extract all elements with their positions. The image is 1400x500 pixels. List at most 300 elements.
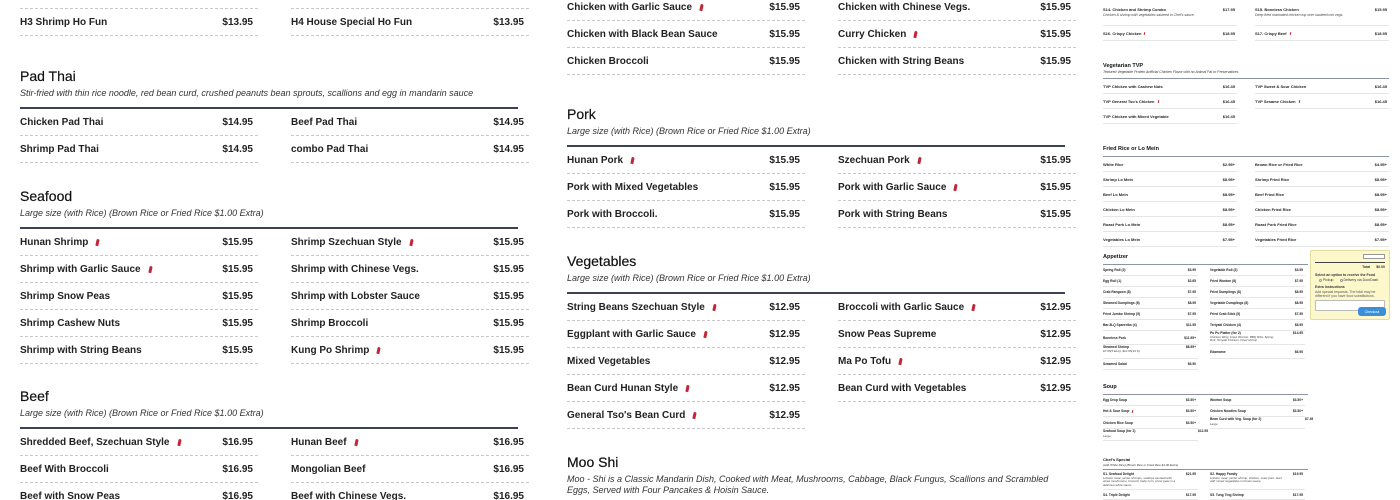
item-name	[1103, 31, 1145, 36]
pickup-label: Pickup	[1323, 278, 1334, 282]
item-description: Large	[1210, 422, 1218, 426]
menu-item[interactable]	[20, 9, 258, 36]
item-price: $3.50+	[1185, 420, 1196, 425]
item-price: $8.95+	[1374, 221, 1387, 227]
item-name	[567, 302, 716, 313]
menu-item[interactable]	[20, 456, 258, 483]
item-price: $12.95	[1040, 382, 1071, 394]
item-name: Egg Roll (1)	[1103, 279, 1122, 283]
item-name: TVP Sweet & Sour Chicken	[1255, 83, 1307, 89]
menu-grid	[20, 429, 524, 500]
menu-item[interactable]	[20, 229, 258, 256]
item-name: Egg Drop Soup	[1103, 398, 1127, 402]
item-price: $15.95	[493, 236, 524, 248]
menu-item[interactable]	[291, 310, 529, 337]
menu-item[interactable]	[1210, 395, 1305, 406]
item-name	[20, 237, 99, 248]
item-name-text: S16. Crispy Chicken	[1103, 30, 1142, 36]
item-price: $8.95	[1294, 301, 1303, 305]
item-name: Seaweed Salad	[1103, 362, 1127, 366]
menu-item[interactable]	[1103, 320, 1198, 331]
section-title: Pad Thai	[20, 68, 76, 84]
item-price: $16.45	[1222, 113, 1235, 119]
item-name: Pu Pu Platter (for 2)	[1210, 331, 1241, 335]
item-price: $15.95	[493, 344, 524, 356]
section-description: (with White Rice) (Brown Rice or Fried Rice $1.00 Extra)	[1103, 463, 1179, 467]
item-price: $15.95	[1040, 154, 1071, 166]
section-vegetables	[567, 253, 1071, 429]
menu-item[interactable]	[1103, 276, 1198, 287]
menu-item[interactable]	[20, 0, 258, 9]
spicy-pepper-icon	[954, 183, 958, 190]
item-price: $12.95	[1040, 301, 1071, 313]
menu-item[interactable]	[291, 256, 529, 283]
item-name-wrap	[1103, 345, 1173, 353]
item-price: $16.95	[493, 490, 524, 500]
menu-item[interactable]	[838, 348, 1076, 375]
menu-item[interactable]	[1255, 157, 1389, 172]
extra-instructions-note: Add special requests. The total may be different if you have food substitutions.	[1315, 290, 1376, 298]
item-price: $17.95	[1292, 492, 1303, 497]
section-fried-rice-lo-mein	[1103, 146, 1389, 247]
menu-item[interactable]	[20, 256, 258, 283]
item-price: $14.95	[1292, 331, 1303, 335]
menu-item[interactable]	[1210, 265, 1305, 276]
menu-item[interactable]	[1103, 345, 1198, 359]
item-name-text: Szechuan Pork	[838, 154, 910, 166]
menu-grid	[20, 109, 524, 163]
menu-item[interactable]	[291, 283, 529, 310]
item-name: H3 Shrimp Ho Fun	[20, 16, 108, 28]
item-name-text: Curry Chicken	[838, 28, 907, 40]
section-description: Large size (with Rice) (Brown Rice or Fried Rice $1.00 Extra)	[567, 273, 811, 283]
item-name: Pork with Broccoli.	[567, 208, 658, 220]
item-name: Pork with String Beans	[838, 208, 948, 220]
item-price: $15.95	[222, 263, 253, 275]
menu-item[interactable]	[838, 174, 1076, 201]
item-price: $6.95	[1294, 349, 1303, 354]
item-price: $16.45	[1374, 98, 1387, 104]
item-price: $13.95	[493, 16, 524, 28]
item-name	[1255, 99, 1300, 104]
item-name	[20, 264, 152, 275]
menu-item[interactable]	[291, 0, 529, 9]
item-name-text: TVP General Tso's Chicken	[1103, 98, 1155, 104]
item-description: Lobster meat, jumbo shrimps, scallops sauteed with straw mushrooms, broccoli, baby corn, snow peas in a delicious white sauce.	[1103, 476, 1176, 487]
menu-item[interactable]	[1255, 79, 1389, 94]
menu-item[interactable]	[20, 429, 258, 456]
item-price: $15.95	[1040, 1, 1071, 13]
item-price: $16.95	[222, 490, 253, 500]
item-price: $15.95	[222, 317, 253, 329]
item-name	[291, 437, 358, 448]
item-name-text: String Beans Szechuan Style	[567, 301, 705, 313]
item-description: Chicken Wing, Fried Wonton, BBQ Ribs, Spring Roll, Teriyaki Chicken, Fried shrimp	[1210, 335, 1274, 343]
item-name: H4 House Special Ho Fun	[291, 16, 413, 28]
menu-item[interactable]	[1255, 232, 1389, 247]
menu-item[interactable]	[1255, 172, 1389, 187]
item-price: $12.95	[769, 355, 800, 367]
menu-item[interactable]	[1210, 287, 1305, 298]
item-name-text: Shredded Beef, Szechuan Style	[20, 436, 170, 448]
menu-item[interactable]	[291, 483, 529, 500]
item-price: $14.95	[493, 143, 524, 155]
menu-item[interactable]	[838, 0, 1076, 21]
item-price: $16.95	[222, 436, 253, 448]
item-price: $8.95+	[1222, 221, 1235, 227]
item-name: Shrimp Cashew Nuts	[20, 317, 121, 329]
item-price: $3.50+	[1292, 409, 1303, 413]
item-price: $7.95	[1187, 290, 1196, 294]
menu-item[interactable]	[1103, 298, 1198, 309]
item-price: $3.95	[1187, 268, 1196, 272]
menu-item[interactable]	[20, 483, 258, 500]
menu-item[interactable]	[567, 375, 805, 402]
menu-item[interactable]	[20, 337, 258, 364]
item-name-text: Shrimp Szechuan Style	[291, 236, 402, 248]
item-name: Fried Jumbo Shrimp (5)	[1103, 312, 1141, 316]
item-name: Bean Curd with Vegetables	[838, 382, 967, 394]
menu-item[interactable]	[1210, 276, 1305, 287]
item-price: $17.95	[1222, 7, 1235, 12]
menu-item[interactable]	[567, 0, 805, 21]
spicy-pepper-icon	[96, 238, 100, 245]
item-price: $15.95	[1374, 7, 1387, 12]
spicy-pepper-icon	[685, 384, 689, 391]
section-appetizer	[1103, 254, 1308, 370]
menu-item[interactable]	[567, 147, 805, 174]
spicy-pepper-icon	[917, 156, 921, 163]
menu-item[interactable]	[291, 9, 529, 36]
section-seafood	[20, 188, 524, 364]
item-price: $16.45	[1222, 83, 1235, 89]
menu-item[interactable]	[838, 294, 1076, 321]
item-name	[567, 2, 703, 13]
menu-item[interactable]	[1103, 395, 1198, 406]
menu-grid	[567, 294, 1071, 429]
spicy-pepper-icon	[1289, 31, 1291, 34]
menu-item[interactable]	[567, 174, 805, 201]
spicy-pepper-icon	[703, 330, 707, 337]
item-description: Chicken & shrimp with vegetables sauteed in Chef's sauce.	[1103, 13, 1195, 17]
menu-item[interactable]	[838, 48, 1076, 75]
item-name	[291, 237, 413, 248]
item-name: Chicken Noodles Soup	[1210, 409, 1246, 413]
item-name-wrap	[1103, 472, 1178, 487]
section-description: Large size (with Rice) (Brown Rice or Fried Rice $1.00 Extra)	[20, 208, 264, 218]
item-name: Bar-B-Q Spareribs (4)	[1103, 323, 1137, 327]
section-pork	[567, 106, 1071, 228]
menu-item[interactable]	[1103, 157, 1237, 172]
item-price: $16.45	[1222, 98, 1235, 104]
item-price: $15.95	[1040, 181, 1071, 193]
item-price: $19.95	[1292, 472, 1303, 476]
item-name: Wonton Soup	[1210, 398, 1232, 402]
spicy-pepper-icon	[898, 357, 902, 364]
item-price: $15.95	[493, 317, 524, 329]
menu-item[interactable]	[291, 429, 529, 456]
spicy-pepper-icon	[712, 303, 716, 310]
item-name-text: Hunan Pork	[567, 154, 624, 166]
item-name: Edamame	[1210, 349, 1226, 354]
item-price: $8.95+	[1222, 206, 1235, 212]
item-name: White Rice	[1103, 161, 1124, 167]
item-description: Deep fried marinated chicken top over sauteed mix vegs.	[1255, 13, 1344, 17]
menu-item[interactable]	[1255, 94, 1389, 109]
item-name	[291, 345, 380, 356]
item-name: Roast Pork Lo Mein	[1103, 221, 1141, 227]
menu-item[interactable]	[1255, 4, 1389, 26]
item-name-wrap	[1255, 7, 1350, 17]
spicy-pepper-icon	[409, 238, 413, 245]
menu-item[interactable]	[1210, 417, 1314, 429]
menu-item[interactable]	[1103, 232, 1237, 247]
item-price: $15.95	[769, 55, 800, 67]
item-description: Lobster meat, jumbo shrimp, chicken, roast pork, beef with mixed vegetables in brown sauce.	[1210, 476, 1282, 484]
spicy-pepper-icon	[971, 303, 975, 310]
item-name: Spring Roll (2)	[1103, 268, 1126, 272]
menu-item[interactable]	[1210, 309, 1305, 320]
menu-item[interactable]	[1103, 287, 1198, 298]
menu-item[interactable]	[1103, 94, 1237, 109]
menu-item[interactable]	[838, 201, 1076, 228]
item-name: Chicken with Black Bean Sauce	[567, 28, 718, 40]
item-price: $15.95	[769, 1, 800, 13]
section-pad-thai	[20, 68, 524, 163]
radio-icon	[1340, 279, 1343, 282]
cart-panel	[1310, 250, 1390, 320]
menu-item[interactable]	[1255, 217, 1389, 232]
item-name: Shrimp Snow Peas	[20, 290, 111, 302]
menu-item[interactable]	[20, 136, 258, 163]
menu-item[interactable]	[1255, 26, 1389, 41]
menu-item[interactable]	[567, 48, 805, 75]
menu-item[interactable]	[1210, 320, 1305, 331]
item-name: Chicken Lo Mein	[1103, 206, 1135, 212]
item-name: Vegetable Dumplings (8)	[1210, 301, 1249, 305]
item-name-text: Eggplant with Garlic Sauce	[567, 328, 696, 340]
item-price: $4.95+	[1374, 161, 1387, 167]
menu-item[interactable]	[1210, 406, 1305, 417]
item-price: $12.95	[769, 301, 800, 313]
item-name: S14. Chicken and Shrimp Combo	[1103, 7, 1166, 12]
menu-item[interactable]	[567, 348, 805, 375]
menu-item[interactable]	[567, 21, 805, 48]
menu-grid	[1103, 4, 1389, 41]
menu-item[interactable]	[1103, 265, 1198, 276]
spicy-pepper-icon	[1157, 99, 1159, 102]
menu-item[interactable]	[838, 147, 1076, 174]
menu-item[interactable]	[838, 21, 1076, 48]
radio-icon	[1319, 279, 1322, 282]
menu-item[interactable]	[20, 310, 258, 337]
item-name: Shrimp Pad Thai	[20, 143, 99, 155]
menu-item[interactable]	[1103, 429, 1209, 441]
menu-item[interactable]	[1103, 109, 1237, 124]
menu-item[interactable]	[567, 402, 805, 429]
item-name-text: Pork with Garlic Sauce	[838, 181, 947, 193]
menu-item[interactable]	[20, 283, 258, 310]
section-description: Moo - Shi is a Classic Mandarin Dish, Cooked with Meat, Mushrooms, Cabbage, Black Fungus, Scallions and Scrambled Eggs, Served with Four Pancakes & Hoisin Sauce.	[567, 474, 1049, 495]
menu-item[interactable]	[567, 294, 805, 321]
item-price: $15.95	[1040, 28, 1071, 40]
menu-item[interactable]	[838, 375, 1076, 402]
item-price: $2.65	[1187, 279, 1196, 283]
item-name: Shrimp with Chinese Vegs.	[291, 263, 419, 275]
item-name	[1255, 31, 1291, 36]
item-name-text: Hot & Sour Soup	[1103, 409, 1130, 413]
item-name: Vegetable Roll (2)	[1210, 268, 1238, 272]
menu-item[interactable]	[1210, 490, 1305, 500]
pickup-radio[interactable]	[1319, 278, 1334, 282]
section-title: Beef	[20, 388, 49, 404]
item-price: $12.95	[769, 328, 800, 340]
item-price: $3.50+	[1185, 398, 1196, 402]
item-name: Mongolian Beef	[291, 463, 366, 475]
item-name: Beef with Snow Peas	[20, 490, 121, 500]
item-name: Seafood Soup (for 2)	[1103, 429, 1136, 433]
item-name-text: Ma Po Tofu	[838, 355, 892, 367]
item-price: $14.95	[493, 116, 524, 128]
spicy-pepper-icon	[177, 438, 181, 445]
spicy-pepper-icon	[354, 438, 358, 445]
menu-item[interactable]	[291, 337, 529, 364]
menu-item[interactable]	[1103, 187, 1237, 202]
section-title: Fried Rice or Lo Mein	[1103, 146, 1159, 152]
menu-item[interactable]	[838, 321, 1076, 348]
section-soup	[1103, 384, 1314, 441]
item-price: $16.45	[1374, 83, 1387, 89]
checkout-button[interactable]: Checkout	[1358, 307, 1386, 316]
menu-item[interactable]	[1255, 202, 1389, 217]
section-beef	[20, 388, 524, 500]
item-price: $12.95	[1198, 429, 1209, 433]
menu-item[interactable]	[1103, 359, 1198, 370]
item-name-wrap	[1103, 7, 1198, 17]
menu-item[interactable]	[1103, 26, 1237, 41]
item-name	[838, 155, 921, 166]
item-price: $15.95	[222, 344, 253, 356]
section-title: Chef's Special	[1103, 457, 1131, 462]
item-name: Beef Lo Mein	[1103, 191, 1128, 197]
menu-item[interactable]	[1103, 417, 1198, 429]
item-name-text: Chicken with Garlic Sauce	[567, 1, 693, 13]
menu-item[interactable]	[291, 136, 529, 163]
menu-item[interactable]	[291, 229, 529, 256]
section-description: Textured Vegetable Protein Artificial Chicken Flavor with no Animal Fat or Preservatives	[1103, 70, 1239, 74]
total-label: Total	[1362, 265, 1371, 269]
menu-item[interactable]	[1210, 345, 1305, 359]
item-name: Snow Peas Supreme	[838, 328, 937, 340]
item-name	[838, 29, 917, 40]
menu-item[interactable]	[1210, 331, 1305, 345]
menu-item[interactable]	[1103, 79, 1237, 94]
item-price: $3.95	[1294, 268, 1303, 272]
delivery-label: Delivery via DoorDash	[1343, 278, 1379, 282]
menu-item[interactable]	[291, 456, 529, 483]
item-price: $21.95	[1185, 472, 1196, 476]
item-price: $11.95+	[1184, 335, 1196, 340]
spicy-pepper-icon	[1132, 409, 1134, 412]
menu-grid	[20, 229, 524, 364]
menu-item[interactable]	[1103, 406, 1198, 417]
item-price: $7.45	[1305, 417, 1314, 421]
item-price: $15.95	[222, 290, 253, 302]
spicy-pepper-icon	[914, 30, 918, 37]
item-price: $8.95+	[1374, 191, 1387, 197]
menu-grid	[1103, 470, 1308, 500]
item-name-text: Kung Po Shrimp	[291, 344, 370, 356]
item-name	[1103, 99, 1159, 104]
item-name: S1. Seafood Delight	[1103, 472, 1134, 476]
item-name: Steamed Shrimp	[1103, 345, 1130, 349]
section-chefs-special	[1103, 457, 1308, 500]
spicy-pepper-icon	[1144, 31, 1146, 34]
item-name: S2. Happy Family	[1210, 472, 1238, 476]
menu-item[interactable]	[1103, 217, 1237, 232]
item-name: Shrimp Fried Rice	[1255, 176, 1290, 182]
menu-item[interactable]	[1103, 331, 1198, 345]
item-price: $16.95	[222, 463, 253, 475]
item-price: $8.95+	[1222, 176, 1235, 182]
item-name: TVP Chicken with Mixed Vegetable	[1103, 113, 1169, 119]
item-name: Beef Fried Rice	[1255, 191, 1285, 197]
item-name-text: Shrimp with Garlic Sauce	[20, 263, 141, 275]
menu-item[interactable]	[1103, 202, 1237, 217]
item-price: $8.95	[1187, 301, 1196, 305]
menu-item[interactable]	[20, 109, 258, 136]
menu-item[interactable]	[1103, 309, 1198, 320]
item-name: Boneless Pork	[1103, 335, 1126, 340]
section-moo-shi	[567, 454, 1065, 500]
item-description: $7.95(5 ELA), $12.95(10 S)	[1103, 349, 1140, 353]
menu-item[interactable]	[1255, 187, 1389, 202]
section-chicken	[567, 0, 1071, 75]
receive-options	[1315, 278, 1385, 282]
menu-item[interactable]	[1210, 470, 1305, 490]
menu-grid	[1103, 395, 1314, 441]
item-name: Chicken Fried Rice	[1255, 206, 1292, 212]
cart-total	[1315, 262, 1385, 269]
menu-item[interactable]	[1103, 490, 1198, 500]
menu-item[interactable]	[1103, 4, 1237, 26]
menu-item[interactable]	[291, 109, 529, 136]
item-price: $8.95	[1294, 323, 1303, 327]
item-name: Chicken with String Beans	[838, 55, 965, 67]
item-price: $18.95	[1374, 30, 1387, 36]
section-title: Vegetarian TVP	[1103, 63, 1144, 69]
section-title: Appetizer	[1103, 254, 1129, 260]
menu-item[interactable]	[1103, 172, 1237, 187]
item-name-text: Hunan Shrimp	[20, 236, 89, 248]
section-title: Vegetables	[567, 253, 637, 269]
delivery-radio[interactable]	[1340, 278, 1379, 282]
menu-item[interactable]	[567, 321, 805, 348]
item-name-wrap	[1210, 472, 1285, 484]
item-name: S4. Triple Delight	[1103, 492, 1130, 497]
item-name: S5. Tung Ting Shrimp	[1210, 492, 1244, 497]
item-name: Shrimp with Lobster Sauce	[291, 290, 420, 302]
menu-item[interactable]	[1103, 470, 1198, 490]
item-name: Chicken Broccoli	[567, 55, 649, 67]
menu-item[interactable]	[1210, 298, 1305, 309]
quantity-select[interactable]	[1363, 254, 1385, 259]
menu-item[interactable]	[567, 201, 805, 228]
item-name: Vegetables Lo Mein	[1103, 236, 1141, 242]
item-price: $3.50+	[1292, 398, 1303, 402]
item-name	[838, 356, 902, 367]
item-name	[1103, 409, 1133, 413]
